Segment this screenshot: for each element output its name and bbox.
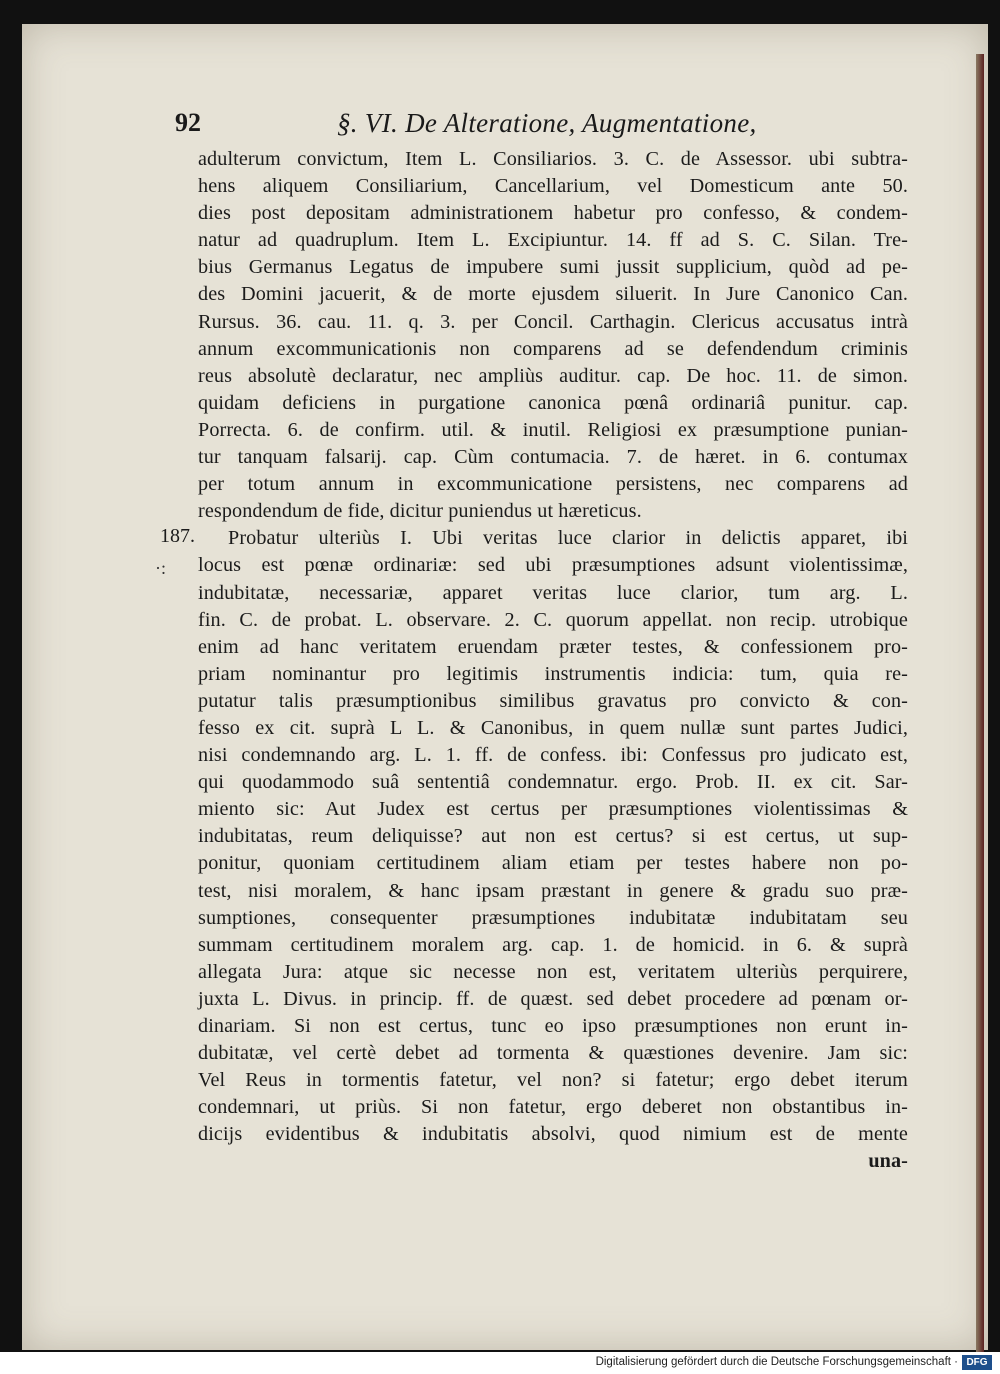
text-line: sumptiones, consequenter præsumptiones indubitatæ indubitatam seu (198, 906, 908, 929)
text-line: fesso ex cit. suprà L L. & Canonibus, in quem nullæ sunt partes Judici, (198, 716, 908, 739)
paragraph-number: 187. (160, 525, 195, 547)
margin-mark: ·: (155, 558, 166, 578)
text-line: Rursus. 36. cau. 11. q. 3. per Concil. Carthagin. Clericus accusatus intrà (198, 310, 908, 333)
text-line: priam nominantur pro legitimis instrumentis indicia: tum, quia re- (198, 662, 908, 685)
text-line: fin. C. de probat. L. observare. 2. C. quorum appellat. non recip. utrobique (198, 608, 908, 631)
text-line: juxta L. Divus. in princip. ff. de quæst. sed debet procedere ad pœnam or- (198, 987, 908, 1010)
text-line: Vel Reus in tormentis fatetur, vel non? si fatetur; ergo debet iterum (198, 1069, 908, 1092)
text-line: test, nisi moralem, & hanc ipsam præstant in genere & gradu suo præ- (198, 879, 908, 902)
text-line: enim ad hanc veritatem eruendam præter testes, & confessionem pro- (198, 635, 908, 658)
page-header (175, 104, 935, 144)
text-line: dinariam. Si non est certus, tunc eo ipso præsumptiones non erunt in- (198, 1015, 908, 1037)
text-line: reus absolutè declaratur, nec ampliùs auditur. cap. De hoc. 11. de simon. (198, 364, 908, 387)
funding-notice: Digitalisierung gefördert durch die Deutsche Forschungsgemeinschaft · (595, 1356, 958, 1368)
text-line: adulterum convictum, Item L. Consiliarios. 3. C. de Assessor. ubi subtra- (198, 148, 908, 170)
text-line: Probatur ulteriùs I. Ubi veritas luce clarior in delictis apparet, ibi (228, 527, 908, 550)
text-line: dies post depositam administrationem habetur pro confesso, & condem- (198, 202, 908, 225)
text-line: indubitatas, reum deliquisse? aut non est certus? si est certus, ut sup- (198, 825, 908, 848)
text-line: hens aliquem Consiliarium, Cancellarium, vel Domesticum ante 50. (198, 175, 908, 198)
text-line: quidam deficiens in purgatione canonica pœnâ ordinariâ punitur. cap. (198, 391, 908, 414)
text-line: dubitatæ, vel certè debet ad tormenta & quæstiones devenire. Jam sic: (198, 1042, 908, 1065)
text-line: bius Germanus Legatus de impubere sumi jussit supplicium, quòd ad pe- (198, 256, 908, 279)
catchword: una- (868, 1150, 908, 1173)
text-line: summam certitudinem moralem arg. cap. 1. de homicid. in 6. & suprà (198, 933, 908, 956)
running-head: §. VI. De Alteratione, Augmentatione, (337, 108, 757, 138)
text-line: allegata Jura: atque sic necesse non est, veritatem ulteriùs perquirere, (198, 960, 908, 983)
text-line: Porrecta. 6. de confirm. util. & inutil. Religiosi ex præsumptione punian- (198, 418, 908, 441)
text-line: ponitur, quoniam certitudinem aliam etiam per testes habere non po- (198, 852, 908, 875)
text-line: nisi condemnando arg. L. 1. ff. de confess. ibi: Confessus pro judicato est, (198, 744, 908, 767)
page-edge (976, 54, 984, 1354)
dfg-logo: DFG (962, 1355, 992, 1370)
text-line: dicijs evidentibus & indubitatis absolvi, quod nimium est de mente (198, 1123, 908, 1146)
text-line: des Domini jacuerit, & de morte ejusdem siluerit. In Jure Canonico Can. (198, 283, 908, 306)
body-text (198, 146, 908, 1176)
text-line: condemnari, ut priùs. Si non fatetur, ergo deberet non obstantibus in- (198, 1096, 908, 1119)
text-line: indubitatæ, necessariæ, apparet veritas luce clarior, tum arg. L. (198, 581, 908, 604)
text-line: qui quodammodo suâ sententiâ condemnatur. ergo. Prob. II. ex cit. Sar- (198, 771, 908, 794)
text-line: annum excommunicationis non comparens ad se defendendum criminis (198, 337, 908, 360)
text-line: tur tanquam falsarij. cap. Cùm contumacia. 7. de hæret. in 6. contumax (198, 446, 908, 469)
text-line: respondendum de fide, dicitur puniendus ut hæreticus. (198, 500, 642, 523)
page-number: 92 (175, 108, 201, 137)
text-line: per totum annum in excommunicatione persistens, nec comparens ad (198, 473, 908, 496)
text-line: locus est pœnæ ordinariæ: sed ubi præsumptiones adsunt violentissimæ, (198, 554, 908, 577)
text-line: miento sic: Aut Judex est certus per præsumptiones violentissimas & (198, 798, 908, 821)
text-line: natur ad quadruplum. Item L. Excipiuntur. 14. ff ad S. C. Silan. Tre- (198, 229, 908, 252)
text-line: putatur talis præsumptionibus similibus gravatus pro convicto & con- (198, 689, 908, 712)
footer-bar (0, 1352, 1000, 1374)
